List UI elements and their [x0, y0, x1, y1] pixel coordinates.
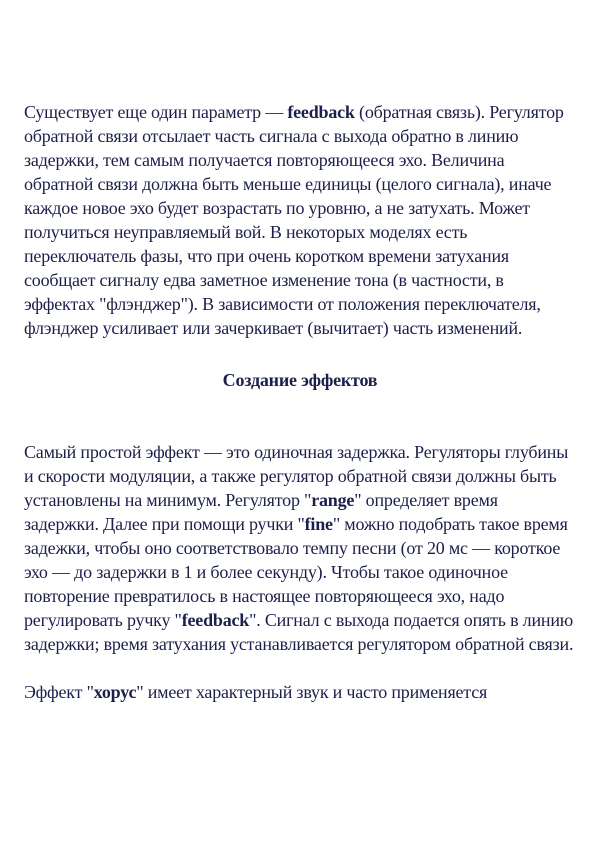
text-run: Существует еще один параметр — [24, 102, 288, 122]
spacer [24, 656, 576, 680]
paragraph-chorus [24, 680, 576, 704]
term-fine: fine [304, 514, 333, 534]
text-run: ". Сигнал с выхода подается опять в линию задержки; время затухания устанавливается регулятором обратной связи. [24, 610, 574, 654]
section-heading: Создание эффектов [222, 370, 378, 390]
term-feedback: feedback [181, 610, 250, 630]
paragraph-simple-delay [24, 440, 576, 656]
term-feedback: feedback [287, 102, 355, 122]
term-chorus: хорус [93, 682, 137, 702]
text-run: " определяет время задержки. Далее при помощи ручки " [24, 490, 498, 534]
text-run: Самый простой эффект — это одиночная задержка. Регуляторы глубины и скорости модуляции, а также регулятор обратной связи должны быть установлены на минимум. Регулятор " [24, 442, 569, 510]
paragraph-feedback [24, 100, 576, 340]
document-page [24, 100, 576, 704]
text-run: Эффект " [24, 682, 94, 702]
text-run: " можно подобрать такое время задежки, чтобы оно соответствовало темпу песни (от 20 мс — короткое эхо — до задержки в 1 и более секунду). Чтобы такое одиночное повторение превратилось в настоящее повторяющееся эхо, надо регулировать ручку " [24, 514, 568, 630]
spacer [24, 392, 576, 440]
term-range: range [311, 490, 355, 510]
text-run: (обратная связь). Регулятор обратной связи отсылает часть сигнала с выхода обратно в линию задержки, тем самым получается повторяющееся эхо. Величина обратной связи должна быть меньше единицы (целого сигнала), иначе каждое новое эхо будет возрастать по уровню, а не затухать. Может получиться неуправляемый вой. В некоторых моделях есть переключатель фазы, что при очень коротком времени затухания сообщает сигналу едва заметное изменение тона (в частности, в эффектах "флэнджер"). В зависимости от положения переключателя, флэнджер усиливает или зачеркивает (вычитает) часть изменений. [24, 102, 564, 338]
text-run: " имеет характерный звук и часто применяется [136, 682, 488, 702]
